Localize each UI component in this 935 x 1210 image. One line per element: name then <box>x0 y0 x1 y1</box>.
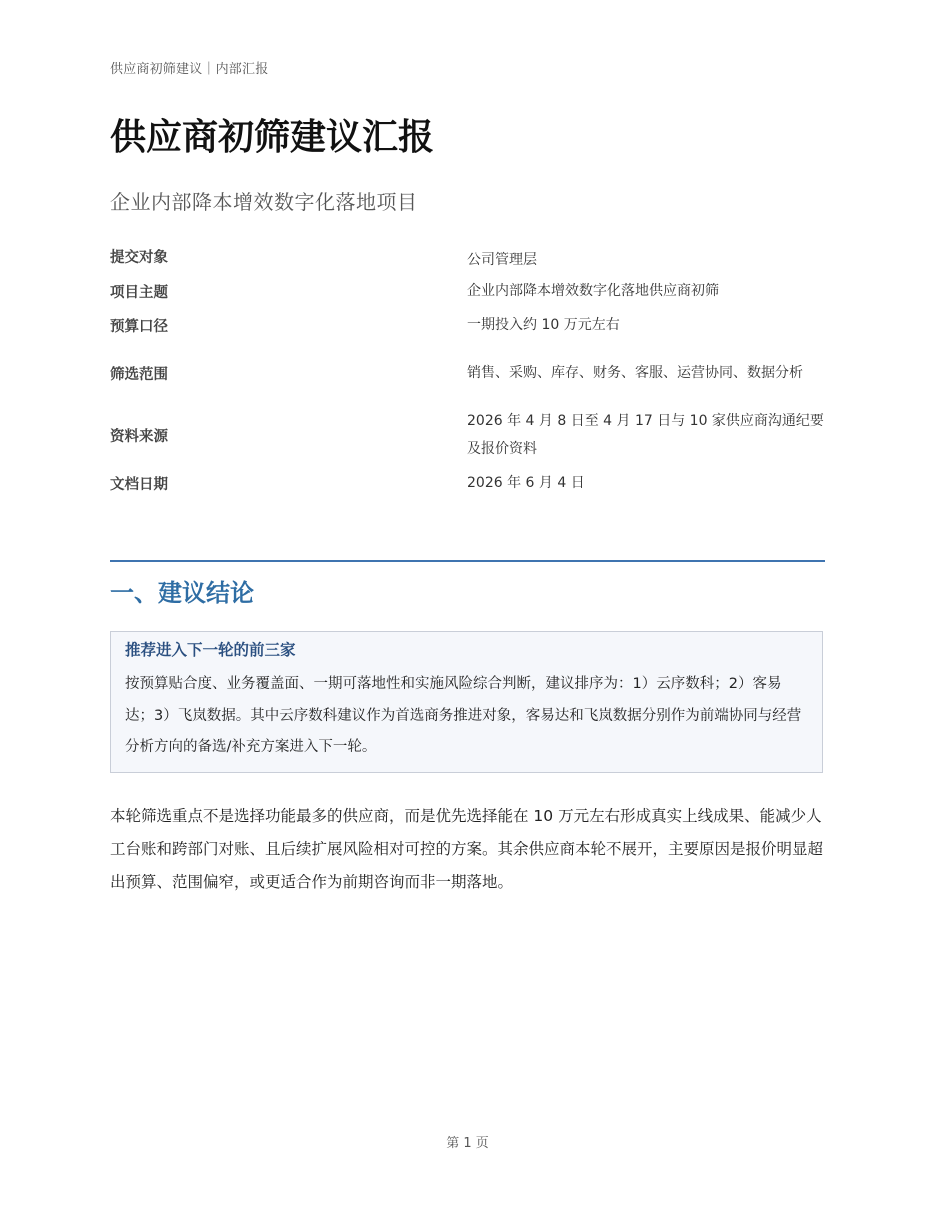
metadata-value: 公司管理层 <box>467 252 537 268</box>
metadata-key: 提交对象 <box>110 250 168 266</box>
metadata-row-topic <box>110 274 825 308</box>
metadata-value: 2026 年 6 月 4 日 <box>467 475 585 491</box>
metadata-value: 2026 年 4 月 8 日至 4 月 17 日与 10 家供应商沟通纪要及报价资料 <box>467 413 824 457</box>
metadata-row-scope <box>110 342 825 404</box>
metadata-key: 项目主题 <box>110 284 168 301</box>
metadata-value: 一期投入约 10 万元左右 <box>467 317 620 333</box>
metadata-value: 企业内部降本增效数字化落地供应商初筛 <box>467 283 719 299</box>
document-subtitle: 企业内部降本增效数字化落地项目 <box>110 190 418 214</box>
metadata-row-recipient <box>110 244 825 274</box>
document-title: 供应商初筛建议汇报 <box>110 117 435 158</box>
recommendation-callout <box>110 631 823 773</box>
metadata-row-source <box>110 404 825 466</box>
callout-body: 按预算贴合度、业务覆盖面、一期可落地性和实施风险综合判断，建议排序为：1）云序数科；2）客易达；3）飞岚数据。其中云序数科建议作为首选商务推进对象，客易达和飞岚数据分别作为前端协同与经营分析方向的备选/补充方案进入下一轮。 <box>125 676 802 755</box>
metadata-key: 文档日期 <box>110 476 168 493</box>
metadata-table <box>110 244 825 500</box>
metadata-key: 资料来源 <box>110 428 168 445</box>
metadata-key: 预算口径 <box>110 318 168 335</box>
running-header: 供应商初筛建议｜内部汇报 <box>110 62 269 77</box>
callout-title: 推荐进入下一轮的前三家 <box>125 641 296 659</box>
metadata-row-date <box>110 466 825 500</box>
metadata-key: 筛选范围 <box>110 366 168 383</box>
metadata-row-budget <box>110 308 825 342</box>
body-paragraph: 本轮筛选重点不是选择功能最多的供应商，而是优先选择能在 10 万元左右形成真实上线成果、能减少人工台账和跨部门对账、且后续扩展风险相对可控的方案。其余供应商本轮不展开，主要原因是报价明显超出预算、范围偏窄，或更适合作为前期咨询而非一期落地。 <box>110 807 824 891</box>
page-number: 第 1 页 <box>446 1136 489 1151</box>
metadata-value: 销售、采购、库存、财务、客服、运营协同、数据分析 <box>467 365 803 381</box>
section-heading: 一、建议结论 <box>110 579 254 607</box>
section-divider <box>110 560 825 562</box>
